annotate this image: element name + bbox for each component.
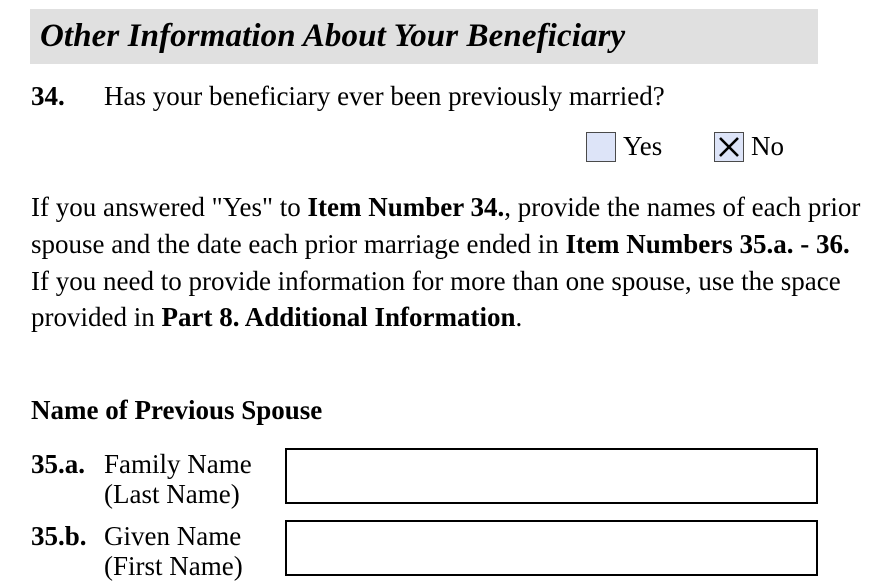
instructions-text-2: , provide the names of each prior spouse and the date each prior marriage ended in bbox=[31, 192, 861, 259]
last-name-hint: (Last Name) bbox=[104, 479, 240, 509]
question-34-text: Has your beneficiary ever been previously married? bbox=[104, 81, 665, 111]
option-no[interactable] bbox=[714, 131, 784, 162]
instructions-bold-3: Part 8. Additional Information bbox=[161, 302, 516, 333]
family-name-input[interactable] bbox=[285, 448, 818, 504]
yes-checkbox[interactable] bbox=[586, 132, 616, 162]
instructions-text-4: . bbox=[515, 302, 523, 333]
yes-label: Yes bbox=[623, 131, 663, 161]
option-yes[interactable] bbox=[586, 131, 662, 162]
instructions-bold-1: Item Number 34. bbox=[307, 192, 505, 222]
given-name-label: Given Name bbox=[104, 521, 242, 551]
field-35a-number: 35.a. bbox=[31, 449, 85, 479]
previous-spouse-heading: Name of Previous Spouse bbox=[31, 395, 323, 425]
no-checkbox[interactable] bbox=[714, 132, 744, 162]
given-name-input[interactable] bbox=[285, 520, 818, 576]
instructions-text-1: If you answered "Yes" to bbox=[31, 192, 308, 222]
no-label: No bbox=[751, 131, 784, 161]
instructions-bold-2: Item Numbers 35.a. - 36. bbox=[565, 228, 850, 259]
family-name-label: Family Name bbox=[104, 449, 252, 479]
section-title: Other Information About Your Beneficiary bbox=[30, 9, 818, 64]
field-35a-label bbox=[104, 449, 252, 509]
checkmark-x-icon bbox=[718, 136, 740, 158]
instructions-paragraph bbox=[31, 189, 864, 336]
question-34-number: 34. bbox=[31, 81, 65, 111]
field-35b-label bbox=[104, 521, 243, 581]
first-name-hint: (First Name) bbox=[104, 551, 243, 581]
instructions-text-3: If you need to provide information for more than one spouse, use the space provided in bbox=[31, 228, 864, 333]
field-35b-number: 35.b. bbox=[31, 521, 87, 551]
